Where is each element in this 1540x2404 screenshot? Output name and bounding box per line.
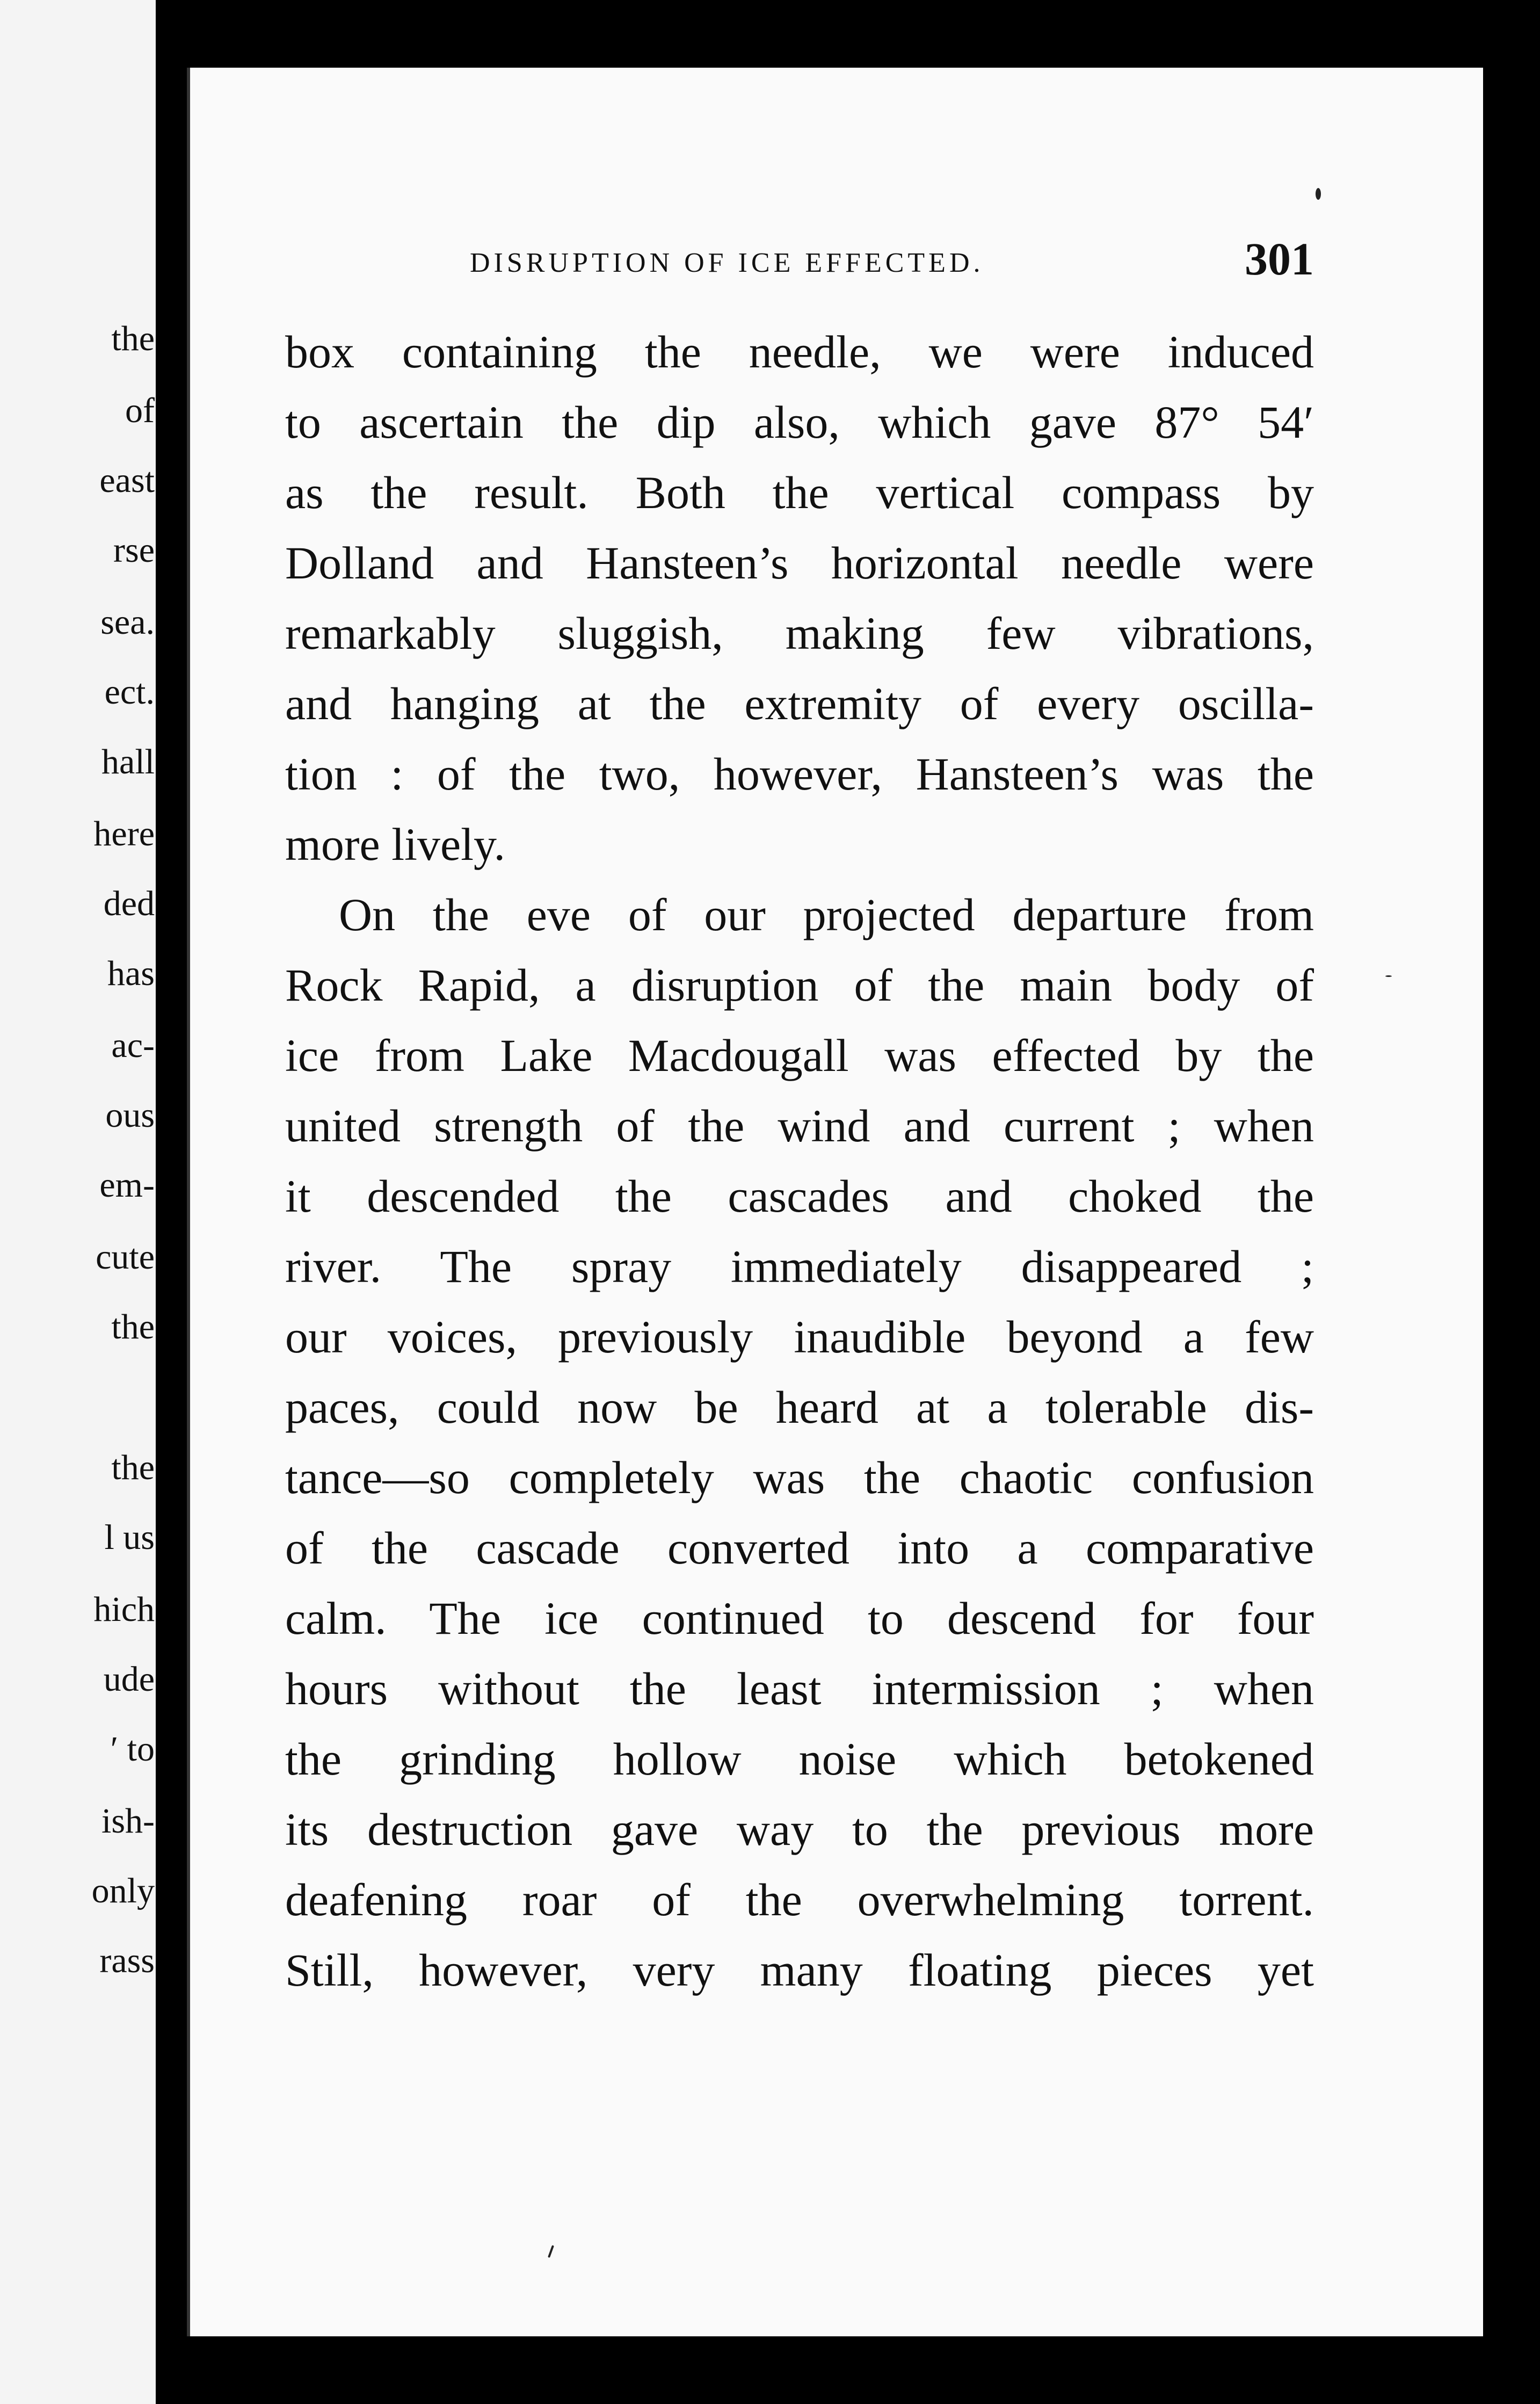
text-line: as the result. Both the vertical compass by	[285, 467, 1314, 518]
running-title: DISRUPTION OF ICE EFFECTED.	[470, 248, 984, 278]
text-line: to ascertain the dip also, which gave 87° 54′	[285, 396, 1314, 448]
body-text	[285, 317, 1314, 2005]
text-line: ice from Lake Macdougall was effected by the	[285, 1030, 1314, 1081]
left-fragment: of	[125, 391, 155, 430]
page-number: 301	[1245, 233, 1314, 285]
text-line: calm. The ice continued to descend for four	[285, 1592, 1314, 1644]
left-fragment: the	[111, 1307, 155, 1346]
left-fragment: ded	[103, 884, 155, 923]
paragraph	[285, 317, 1314, 880]
left-fragment: ish-	[101, 1801, 155, 1841]
left-fragment: l us	[104, 1518, 155, 1557]
text-line: the grinding hollow noise which betokened	[285, 1733, 1314, 1785]
ink-speck	[1316, 188, 1321, 200]
text-line: more lively.	[285, 819, 505, 870]
left-fragment: only	[91, 1871, 155, 1910]
text-line: Rock Rapid, a disruption of the main body of	[285, 959, 1314, 1011]
left-fragment: rse	[113, 531, 155, 570]
paragraph	[285, 880, 1314, 2005]
text-line: remarkably sluggish, making few vibrations,	[285, 607, 1314, 659]
ink-speck	[1385, 975, 1392, 977]
text-line: and hanging at the extremity of every oscilla-	[285, 678, 1314, 729]
text-line: it descended the cascades and choked the	[285, 1170, 1314, 1222]
text-line: its destruction gave way to the previous more	[285, 1804, 1314, 1855]
text-line: tance—so completely was the chaotic confusion	[285, 1452, 1314, 1503]
text-line: Dolland and Hansteen’s horizontal needle were	[285, 537, 1314, 589]
adjacent-page-fragment	[0, 0, 165, 2404]
left-fragment: ous	[105, 1096, 155, 1135]
text-line: our voices, previously inaudible beyond a few	[285, 1311, 1314, 1363]
book-gutter	[156, 0, 187, 2404]
left-fragment: em-	[99, 1165, 155, 1205]
running-header	[285, 232, 1314, 286]
left-fragment: the	[111, 319, 155, 358]
left-fragment: ac-	[111, 1026, 155, 1065]
text-line: hours without the least intermission ; when	[285, 1663, 1314, 1714]
left-fragment: sea.	[100, 603, 155, 642]
text-line: river. The spray immediately disappeared ;	[285, 1241, 1314, 1292]
left-fragment: ect.	[104, 672, 155, 712]
left-fragment: ′ to	[110, 1729, 155, 1769]
text-line: box containing the needle, we were induced	[285, 326, 1314, 378]
left-fragment: hall	[101, 742, 155, 781]
left-fragment: has	[107, 954, 155, 993]
text-line: Still, however, very many floating pieces yet	[285, 1944, 1314, 1996]
left-fragment: hich	[93, 1590, 155, 1629]
left-fragment: rass	[99, 1941, 155, 1980]
text-line: deafening roar of the overwhelming torrent.	[285, 1874, 1314, 1925]
left-fragment: here	[93, 814, 155, 853]
text-line: of the cascade converted into a comparative	[285, 1522, 1314, 1574]
text-line: united strength of the wind and current ; when	[285, 1100, 1314, 1152]
text-line: On the eve of our projected departure from	[339, 889, 1314, 940]
left-fragment: ude	[103, 1660, 155, 1699]
text-line: paces, could now be heard at a tolerable dis-	[285, 1381, 1314, 1433]
left-fragment: the	[111, 1448, 155, 1487]
text-line: tion : of the two, however, Hansteen’s was the	[285, 748, 1314, 800]
left-fragment: cute	[96, 1237, 155, 1277]
left-fragment: east	[99, 461, 155, 500]
